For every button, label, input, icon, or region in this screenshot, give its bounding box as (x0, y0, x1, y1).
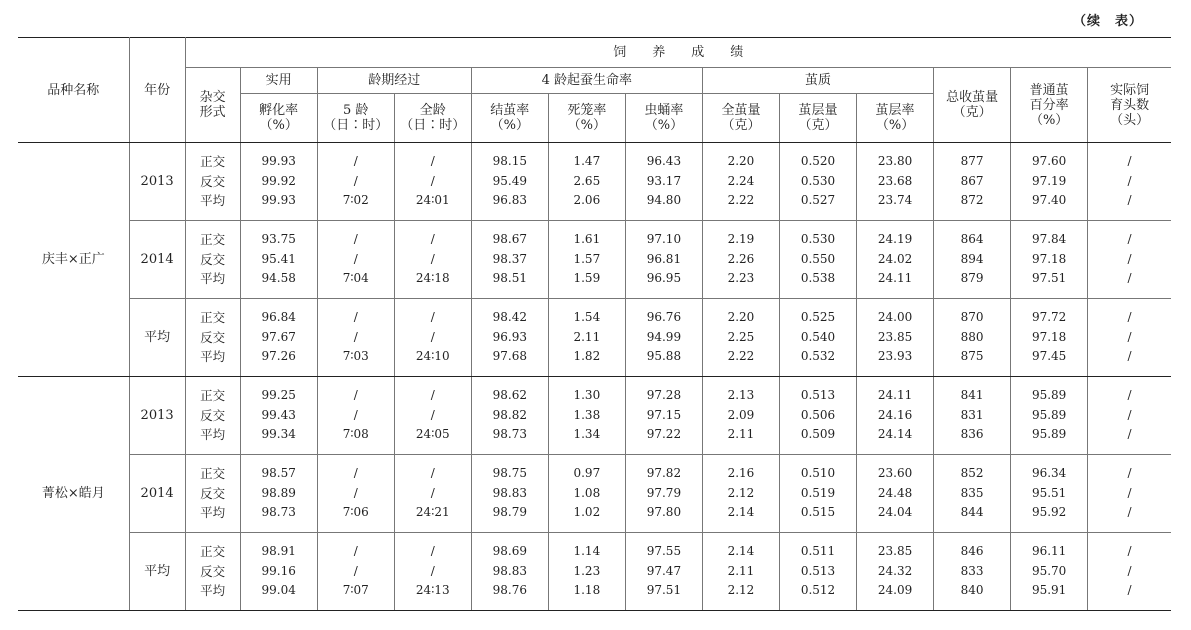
cross-form-cell: 正交 反交 平均 (185, 221, 240, 299)
header-instar: 龄期经过 (317, 68, 471, 94)
all-instar-cell: / / 24∶10 (394, 299, 471, 377)
shell-weight-cell: 0.513 0.506 0.509 (779, 377, 856, 455)
header-shell-weight: 茧层量 （克） (779, 94, 856, 143)
dead-rate-cell: 1.47 2.65 2.06 (548, 143, 625, 221)
dead-rate-cell: 1.61 1.57 1.59 (548, 221, 625, 299)
total-yield-cell: 870 880 875 (934, 299, 1011, 377)
header-cocoon-quality: 茧质 (702, 68, 933, 94)
cross-form-cell: 正交 反交 平均 (185, 533, 240, 611)
instar5-cell: / / 7∶06 (317, 455, 394, 533)
year-cell: 2013 (129, 377, 185, 455)
shell-weight-cell: 0.520 0.530 0.527 (779, 143, 856, 221)
header-results: 饲 养 成 绩 (185, 38, 1171, 68)
year-cell: 平均 (129, 299, 185, 377)
rearing-results-table (18, 37, 1171, 611)
instar5-cell: / / 7∶02 (317, 143, 394, 221)
actual-count-cell: / / / (1088, 143, 1171, 221)
year-cell: 2013 (129, 143, 185, 221)
cocoon-rate-cell: 98.69 98.83 98.76 (471, 533, 548, 611)
whole-weight-cell: 2.20 2.25 2.22 (702, 299, 779, 377)
total-yield-cell: 877 867 872 (934, 143, 1011, 221)
header-whole-weight: 全茧量 （克） (702, 94, 779, 143)
all-instar-cell: / / 24∶13 (394, 533, 471, 611)
table-row (18, 299, 1171, 377)
continued-label: （续 表） (1072, 14, 1143, 29)
year-cell: 2014 (129, 221, 185, 299)
header-all-instar: 全龄 （日∶时） (394, 94, 471, 143)
normal-pct-cell: 96.34 95.51 95.92 (1011, 455, 1088, 533)
whole-weight-cell: 2.20 2.24 2.22 (702, 143, 779, 221)
header-cross-form: 杂交 形式 (185, 68, 240, 143)
actual-count-cell: / / / (1088, 299, 1171, 377)
cross-form-cell: 正交 反交 平均 (185, 455, 240, 533)
actual-count-cell: / / / (1088, 533, 1171, 611)
total-yield-cell: 852 835 844 (934, 455, 1011, 533)
header-dead-rate: 死笼率 （%） (548, 94, 625, 143)
total-yield-cell: 841 831 836 (934, 377, 1011, 455)
header-survival: 4 龄起蚕生命率 (471, 68, 702, 94)
shell-rate-cell: 24.19 24.02 24.11 (857, 221, 934, 299)
header-cocoon-rate: 结茧率 （%） (471, 94, 548, 143)
shell-rate-cell: 23.80 23.68 23.74 (857, 143, 934, 221)
all-instar-cell: / / 24∶01 (394, 143, 471, 221)
hatch-cell: 99.25 99.43 99.34 (240, 377, 317, 455)
actual-count-cell: / / / (1088, 455, 1171, 533)
normal-pct-cell: 96.11 95.70 95.91 (1011, 533, 1088, 611)
dead-rate-cell: 1.14 1.23 1.18 (548, 533, 625, 611)
actual-count-cell: / / / (1088, 377, 1171, 455)
pupa-rate-cell: 96.76 94.99 95.88 (625, 299, 702, 377)
normal-pct-cell: 97.60 97.19 97.40 (1011, 143, 1088, 221)
total-yield-cell: 846 833 840 (934, 533, 1011, 611)
all-instar-cell: / / 24∶05 (394, 377, 471, 455)
cocoon-rate-cell: 98.62 98.82 98.73 (471, 377, 548, 455)
cross-form-cell: 正交 反交 平均 (185, 299, 240, 377)
cross-form-cell: 正交 反交 平均 (185, 143, 240, 221)
table-row (18, 221, 1171, 299)
pupa-rate-cell: 96.43 93.17 94.80 (625, 143, 702, 221)
shell-weight-cell: 0.510 0.519 0.515 (779, 455, 856, 533)
cross-form-cell: 正交 反交 平均 (185, 377, 240, 455)
shell-rate-cell: 24.11 24.16 24.14 (857, 377, 934, 455)
variety-name: 菁松×皓月 (18, 377, 129, 611)
dead-rate-cell: 0.97 1.08 1.02 (548, 455, 625, 533)
header-actual-count: 实际饲 育头数 （头） (1088, 68, 1171, 143)
table-row (18, 533, 1171, 611)
year-cell: 2014 (129, 455, 185, 533)
whole-weight-cell: 2.16 2.12 2.14 (702, 455, 779, 533)
cocoon-rate-cell: 98.15 95.49 96.83 (471, 143, 548, 221)
header-instar5: 5 龄 （日∶时） (317, 94, 394, 143)
table-row (18, 377, 1171, 455)
shell-rate-cell: 23.85 24.32 24.09 (857, 533, 934, 611)
all-instar-cell: / / 24∶18 (394, 221, 471, 299)
all-instar-cell: / / 24∶21 (394, 455, 471, 533)
dead-rate-cell: 1.54 2.11 1.82 (548, 299, 625, 377)
table-row (18, 455, 1171, 533)
shell-weight-cell: 0.525 0.540 0.532 (779, 299, 856, 377)
cocoon-rate-cell: 98.67 98.37 98.51 (471, 221, 548, 299)
hatch-cell: 93.75 95.41 94.58 (240, 221, 317, 299)
hatch-cell: 98.57 98.89 98.73 (240, 455, 317, 533)
instar5-cell: / / 7∶04 (317, 221, 394, 299)
whole-weight-cell: 2.19 2.26 2.23 (702, 221, 779, 299)
whole-weight-cell: 2.13 2.09 2.11 (702, 377, 779, 455)
header-hatch: 孵化率 （%） (240, 94, 317, 143)
year-cell: 平均 (129, 533, 185, 611)
hatch-cell: 98.91 99.16 99.04 (240, 533, 317, 611)
hatch-cell: 99.93 99.92 99.93 (240, 143, 317, 221)
header-pupa-rate: 虫蛹率 （%） (625, 94, 702, 143)
header-variety: 品种名称 (18, 38, 129, 143)
normal-pct-cell: 95.89 95.89 95.89 (1011, 377, 1088, 455)
table-row (18, 143, 1171, 221)
shell-rate-cell: 24.00 23.85 23.93 (857, 299, 934, 377)
header-normal-pct: 普通茧 百分率 （%） (1011, 68, 1088, 143)
pupa-rate-cell: 97.10 96.81 96.95 (625, 221, 702, 299)
pupa-rate-cell: 97.82 97.79 97.80 (625, 455, 702, 533)
header-total-yield: 总收茧量 （克） (934, 68, 1011, 143)
cocoon-rate-cell: 98.75 98.83 98.79 (471, 455, 548, 533)
normal-pct-cell: 97.72 97.18 97.45 (1011, 299, 1088, 377)
header-shell-rate: 茧层率 （%） (857, 94, 934, 143)
variety-name: 庆丰×正广 (18, 143, 129, 377)
shell-weight-cell: 0.511 0.513 0.512 (779, 533, 856, 611)
hatch-cell: 96.84 97.67 97.26 (240, 299, 317, 377)
shell-weight-cell: 0.530 0.550 0.538 (779, 221, 856, 299)
header-practical: 实用 (240, 68, 317, 94)
instar5-cell: / / 7∶03 (317, 299, 394, 377)
instar5-cell: / / 7∶08 (317, 377, 394, 455)
total-yield-cell: 864 894 879 (934, 221, 1011, 299)
cocoon-rate-cell: 98.42 96.93 97.68 (471, 299, 548, 377)
pupa-rate-cell: 97.55 97.47 97.51 (625, 533, 702, 611)
pupa-rate-cell: 97.28 97.15 97.22 (625, 377, 702, 455)
dead-rate-cell: 1.30 1.38 1.34 (548, 377, 625, 455)
whole-weight-cell: 2.14 2.11 2.12 (702, 533, 779, 611)
normal-pct-cell: 97.84 97.18 97.51 (1011, 221, 1088, 299)
instar5-cell: / / 7∶07 (317, 533, 394, 611)
actual-count-cell: / / / (1088, 221, 1171, 299)
header-year: 年份 (129, 38, 185, 143)
shell-rate-cell: 23.60 24.48 24.04 (857, 455, 934, 533)
